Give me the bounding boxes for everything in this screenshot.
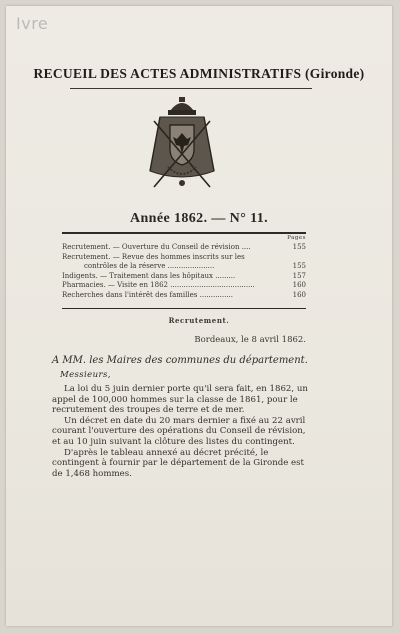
toc-entry: Indigents. — Traitement dans les hôpitaux ......... 157 (62, 271, 306, 280)
document-page (6, 6, 392, 626)
imperial-coat-of-arms-icon (142, 91, 222, 199)
toc-entry: Recherches dans l'intérêt des familles ............... 160 (62, 290, 306, 299)
toc-page-heading: Pages (287, 235, 306, 241)
body-paragraph: D'après le tableau annexé au décret précité, le contingent à fournir par le département de la Gironde est de 1,468 hommes. (52, 447, 305, 479)
letter-address: A MM. les Maires des communes du département. (52, 355, 308, 366)
letter-body (52, 384, 310, 479)
section-heading: Recrutement. (168, 316, 230, 325)
toc-entry-page: 155 (292, 243, 306, 251)
title-underline (70, 88, 312, 89)
body-paragraph: Un décret en date du 20 mars dernier a fixé au 22 avril courant l'ouverture des opérations du Conseil de révision, et au 10 juin suivant la clôture des listes du contingent. (52, 415, 306, 447)
toc-entry-page: 160 (292, 281, 306, 290)
toc-entry-page: 157 (292, 271, 306, 280)
letter-dateline: Bordeaux, le 8 avril 1862. (194, 335, 306, 345)
toc-entry: contrôles de la réserve ..................... 155 (84, 262, 306, 271)
watermark-text: Ivre (16, 14, 49, 33)
issue-year-number: Année 1862. — N° 11. (129, 211, 269, 226)
toc-entry-page: 160 (292, 290, 306, 299)
toc-entry-text: Indigents. — Traitement dans les hôpitaux (62, 271, 213, 280)
toc-entry-text: Recherches dans l'intérêt des familles (62, 290, 198, 299)
toc-top-rule (62, 232, 306, 234)
publication-title: RECUEIL DES ACTES ADMINISTRATIFS (Gironde) (33, 66, 365, 81)
toc-bottom-rule (62, 308, 306, 309)
table-of-contents (62, 235, 306, 301)
toc-entry: Recrutement. — Ouverture du Conseil de révision .... 155 (62, 243, 306, 251)
body-paragraph: La loi du 5 juin dernier porte qu'il sera fait, en 1862, un appel de 100,000 hommes sur la classe de 1861, pour le recrutement des troupes de terre et de mer. (52, 384, 308, 416)
toc-entry-text: Pharmacies. — Visite en 1862 (62, 281, 168, 290)
toc-entry-text: Recrutement. — Revue des hommes inscrits sur les (62, 252, 245, 261)
toc-entry-text: Recrutement. — Ouverture du Conseil de révision (62, 243, 240, 251)
toc-entry-text: contrôles de la réserve (84, 262, 166, 271)
letter-salutation: Messieurs, (60, 370, 111, 380)
toc-entry-page: 155 (292, 262, 306, 271)
toc-entry: Pharmacies. — Visite en 1862 ...................................... 160 (62, 281, 306, 290)
toc-entry (62, 253, 306, 263)
